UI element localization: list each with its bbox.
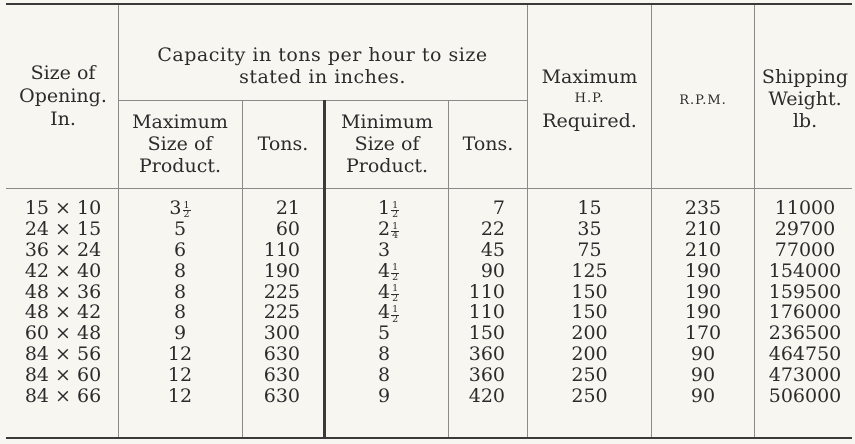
cell-min-size-whole: 8 — [378, 343, 391, 366]
cell-tons-max: 190 — [263, 259, 300, 282]
cell-weight: 154000 — [768, 259, 842, 282]
cell-max-size — [140, 240, 220, 261]
cell-weight: 473000 — [768, 364, 842, 387]
cell-min-size-whole: 4 — [378, 259, 391, 282]
cell-tons-max: 60 — [275, 217, 300, 240]
fraction-numerator: 1 — [392, 262, 399, 274]
cell-weight: 176000 — [768, 301, 842, 324]
cell-max-size-whole: 12 — [167, 385, 193, 408]
cell-tons-max: 630 — [263, 385, 300, 408]
header-shipping-weight: Shipping Weight. lb. — [761, 66, 849, 132]
cell-max-size-whole: 5 — [173, 217, 187, 240]
cell-weight: 159500 — [768, 280, 842, 303]
cell-min-size — [378, 219, 438, 240]
column-size-of-opening — [10, 198, 116, 407]
cell-tons-min: 22 — [480, 217, 505, 240]
cell-max-size — [140, 282, 220, 303]
cell-min-size-whole: 1 — [378, 197, 391, 219]
column-tons-max — [243, 198, 300, 407]
table-bottom-rule — [6, 437, 852, 439]
cell-opening: 60 × 48 — [24, 322, 102, 345]
cell-tons-min: 360 — [468, 343, 505, 366]
fraction-denominator: 4 — [392, 230, 399, 242]
cell-rpm: 190 — [684, 259, 722, 282]
cell-min-size — [378, 323, 438, 344]
column-max-hp — [528, 198, 651, 407]
cell-min-size — [378, 365, 438, 386]
cell-opening: 84 × 60 — [24, 364, 102, 387]
cell-tons-max: 225 — [263, 301, 300, 324]
cell-max-size — [140, 365, 220, 386]
cell-max-size-whole: 6 — [173, 238, 187, 261]
cell-hp: 125 — [571, 259, 608, 282]
cell-opening: 48 × 36 — [24, 280, 102, 303]
fraction-denominator: 2 — [392, 313, 399, 325]
fraction — [391, 285, 399, 303]
cell-hp: 150 — [571, 280, 608, 303]
cell-rpm: 90 — [690, 385, 716, 408]
cell-min-size — [378, 344, 438, 365]
fraction-denominator: 2 — [392, 292, 399, 304]
cell-tons-min: 110 — [468, 280, 505, 303]
column-tons-min — [449, 198, 505, 407]
cell-rpm: 210 — [684, 217, 722, 240]
cell-min-size-whole: 5 — [378, 322, 391, 345]
cell-opening: 36 × 24 — [24, 238, 102, 261]
cell-tons-min: 7 — [492, 197, 505, 219]
table-top-rule — [6, 3, 852, 5]
cell-min-size — [378, 261, 438, 282]
cell-opening: 84 × 66 — [24, 385, 102, 408]
cell-weight: 236500 — [768, 322, 842, 345]
cell-max-size-whole: 8 — [173, 259, 187, 282]
fraction-numerator: 1 — [392, 304, 399, 316]
cell-tons-min: 150 — [468, 322, 505, 345]
column-shipping-weight — [755, 198, 855, 407]
cell-rpm: 235 — [684, 197, 722, 219]
cell-tons-min: 45 — [480, 238, 505, 261]
fraction — [391, 220, 399, 242]
cell-weight: 11000 — [774, 197, 836, 219]
column-min-size-product — [378, 198, 438, 407]
cell-tons-max: 630 — [263, 364, 300, 387]
cell-tons-min: 90 — [480, 259, 505, 282]
cell-min-size — [378, 386, 438, 407]
header-tons-max: Tons. — [257, 133, 309, 155]
cell-weight: 77000 — [774, 238, 836, 261]
cell-opening: 42 × 40 — [24, 259, 102, 282]
cell-max-size — [140, 386, 220, 407]
cell-opening: 84 × 56 — [24, 343, 102, 366]
cell-opening: 24 × 15 — [24, 217, 102, 240]
cell-hp: 35 — [577, 217, 602, 240]
cell-max-size-whole: 9 — [173, 322, 187, 345]
fraction-denominator: 2 — [392, 209, 399, 221]
cell-max-size — [140, 198, 220, 219]
fraction-denominator: 2 — [392, 271, 399, 283]
cell-hp: 250 — [571, 385, 608, 408]
cell-tons-min: 360 — [468, 364, 505, 387]
cell-tons-max: 630 — [263, 343, 300, 366]
cell-min-size-whole: 3 — [378, 238, 391, 261]
cell-tons-max: 21 — [275, 197, 300, 219]
column-rpm — [652, 198, 754, 407]
header-max-hp: Maximum H.P. Required. — [541, 66, 638, 132]
cell-max-size-whole: 3 — [169, 197, 182, 219]
cell-min-size-whole: 9 — [378, 385, 391, 408]
cell-rpm: 190 — [684, 301, 722, 324]
cell-hp: 75 — [577, 238, 602, 261]
cell-min-size — [378, 282, 438, 303]
cell-rpm: 90 — [690, 343, 716, 366]
cell-min-size-whole: 4 — [378, 280, 391, 303]
cell-hp: 150 — [571, 301, 608, 324]
cell-rpm: 210 — [684, 238, 722, 261]
cell-min-size-whole: 4 — [378, 301, 391, 324]
cell-min-size-whole: 8 — [378, 364, 391, 387]
cell-tons-max: 225 — [263, 280, 300, 303]
cell-max-size — [140, 219, 220, 240]
fraction-numerator: 1 — [183, 199, 190, 211]
cell-max-size-whole: 12 — [167, 364, 193, 387]
cell-hp: 200 — [571, 343, 608, 366]
cell-max-size — [140, 344, 220, 365]
cell-max-size — [140, 261, 220, 282]
cell-min-size-whole: 2 — [378, 217, 391, 240]
cell-tons-min: 110 — [468, 301, 505, 324]
cell-max-size-whole: 12 — [167, 343, 193, 366]
cell-tons-min: 420 — [468, 385, 505, 408]
header-tons-min: Tons. — [462, 133, 514, 155]
fraction — [391, 306, 399, 324]
fraction — [391, 199, 399, 221]
column-max-size-product — [140, 198, 220, 407]
cell-tons-max: 110 — [263, 238, 300, 261]
header-max-size-product: Maximum Size of Product. — [132, 111, 228, 177]
fraction-denominator: 2 — [183, 209, 190, 221]
header-size-of-opening: Size of Opening. In. — [19, 62, 107, 130]
cell-rpm: 190 — [684, 280, 722, 303]
cell-max-size-whole: 8 — [173, 301, 187, 324]
cell-hp: 15 — [577, 197, 602, 219]
cell-hp: 200 — [571, 322, 608, 345]
fraction-numerator: 1 — [392, 283, 399, 295]
fraction-numerator: 1 — [392, 220, 399, 232]
cell-opening: 15 × 10 — [24, 197, 102, 219]
header-rpm: R.P.M. — [679, 93, 727, 108]
header-capacity-group: Capacity in tons per hour to size stated in inches. — [157, 44, 488, 88]
cell-min-size — [378, 240, 438, 261]
cell-weight: 464750 — [768, 343, 842, 366]
cell-max-size — [140, 323, 220, 344]
cell-rpm: 170 — [684, 322, 722, 345]
cell-opening: 48 × 42 — [24, 301, 102, 324]
cell-min-size — [378, 198, 438, 219]
cell-rpm: 90 — [690, 364, 716, 387]
cell-min-size — [378, 302, 438, 323]
cell-hp: 250 — [571, 364, 608, 387]
cell-weight: 29700 — [774, 217, 836, 240]
cell-weight: 506000 — [768, 385, 842, 408]
fraction — [391, 264, 399, 282]
cell-max-size-whole: 8 — [173, 280, 187, 303]
fraction-numerator: 1 — [392, 199, 399, 211]
header-bottom-rule — [6, 188, 852, 189]
header-min-size-product: Minimum Size of Product. — [340, 111, 434, 177]
cell-tons-max: 300 — [263, 322, 300, 345]
cell-max-size — [140, 302, 220, 323]
